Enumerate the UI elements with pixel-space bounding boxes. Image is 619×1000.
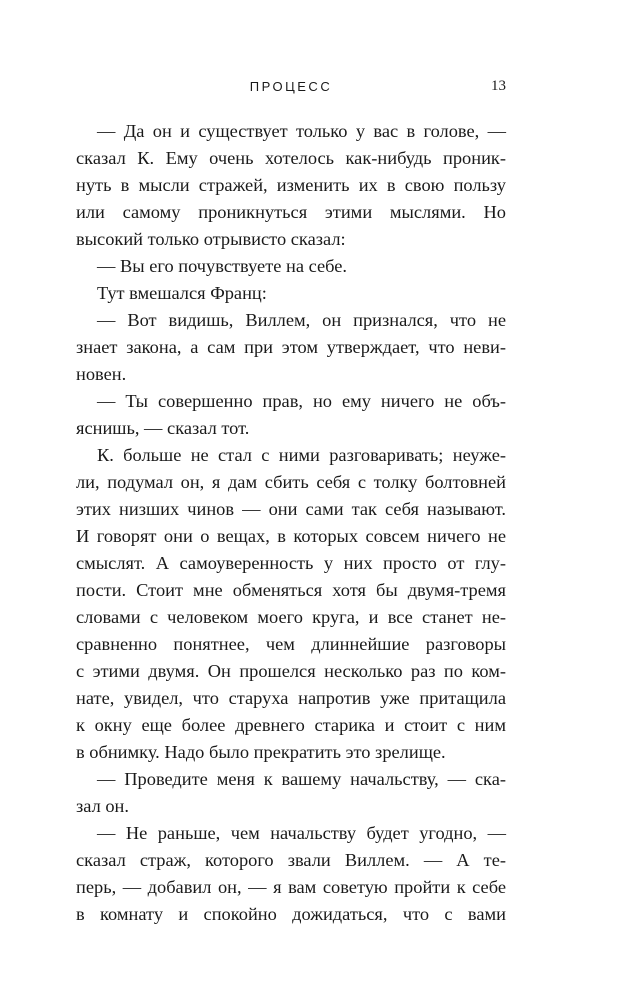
text-line: перь, — добавил он, — я вам советую пройти к себе: [76, 877, 506, 897]
text-line: с этими двумя. Он прошелся несколько раз по ком-: [76, 661, 506, 681]
paragraph: [76, 766, 506, 820]
text-line: сказал страж, которого звали Виллем. — А те-: [76, 850, 506, 870]
running-head: [76, 76, 506, 100]
text-line: знает закона, а сам при этом утверждает, что неви-: [76, 337, 506, 357]
text-line: — Вы его почувствуете на себе.: [97, 256, 348, 276]
text-body: [76, 118, 506, 928]
paragraph: [76, 118, 506, 253]
text-line: к окну еще более древнего старика и стоит с ним: [76, 715, 506, 735]
paragraph: [76, 820, 506, 928]
paragraph: [76, 280, 506, 307]
text-line: — Проведите меня к вашему начальству, — ска-: [97, 769, 506, 789]
paragraph: [76, 307, 506, 388]
text-line: сравненно понятнее, чем длиннейшие разговоры: [76, 634, 506, 654]
text-line: яснишь, — сказал тот.: [76, 418, 250, 438]
text-line: Тут вмешался Франц:: [97, 283, 267, 303]
text-line: в комнату и спокойно дожидаться, что с вами: [76, 904, 506, 924]
paragraph: [76, 388, 506, 442]
text-line: нате, увидел, что старуха напротив уже притащила: [76, 688, 506, 708]
text-line: смыслят. А самоуверенность у них просто от глу-: [76, 553, 506, 573]
text-line: К. больше не стал с ними разговаривать; неуже-: [97, 445, 506, 465]
text-line: словами с человеком моего круга, и все станет не-: [76, 607, 506, 627]
text-line: ли, подумал он, я дам сбить себя с толку болтовней: [76, 472, 506, 492]
text-line: в обнимку. Надо было прекратить это зрелище.: [76, 742, 446, 762]
text-line: нуть в мысли стражей, изменить их в свою пользу: [76, 175, 506, 195]
text-line: — Вот видишь, Виллем, он признался, что не: [97, 310, 506, 330]
text-line: — Не раньше, чем начальству будет угодно, —: [97, 823, 506, 843]
paragraph: [76, 442, 506, 766]
page-number: 13: [491, 78, 506, 94]
text-line: зал он.: [76, 796, 129, 816]
text-line: новен.: [76, 364, 127, 384]
text-line: этих низших чинов — они сами так себя называют.: [76, 499, 506, 519]
text-line: пости. Стоит мне обменяться хотя бы двумя-тремя: [76, 580, 506, 600]
text-line: или самому проникнуться этими мыслями. Но: [76, 202, 506, 222]
text-line: — Да он и существует только у вас в голове, —: [97, 121, 506, 141]
text-line: сказал К. Ему очень хотелось как-нибудь проник-: [76, 148, 506, 168]
text-line: — Ты совершенно прав, но ему ничего не объ-: [97, 391, 506, 411]
text-line: И говорят они о вещах, в которых совсем ничего не: [76, 526, 506, 546]
running-title: ПРОЦЕСС: [249, 79, 333, 94]
paragraph: [76, 253, 506, 280]
text-line: высокий только отрывисто сказал:: [76, 229, 346, 249]
